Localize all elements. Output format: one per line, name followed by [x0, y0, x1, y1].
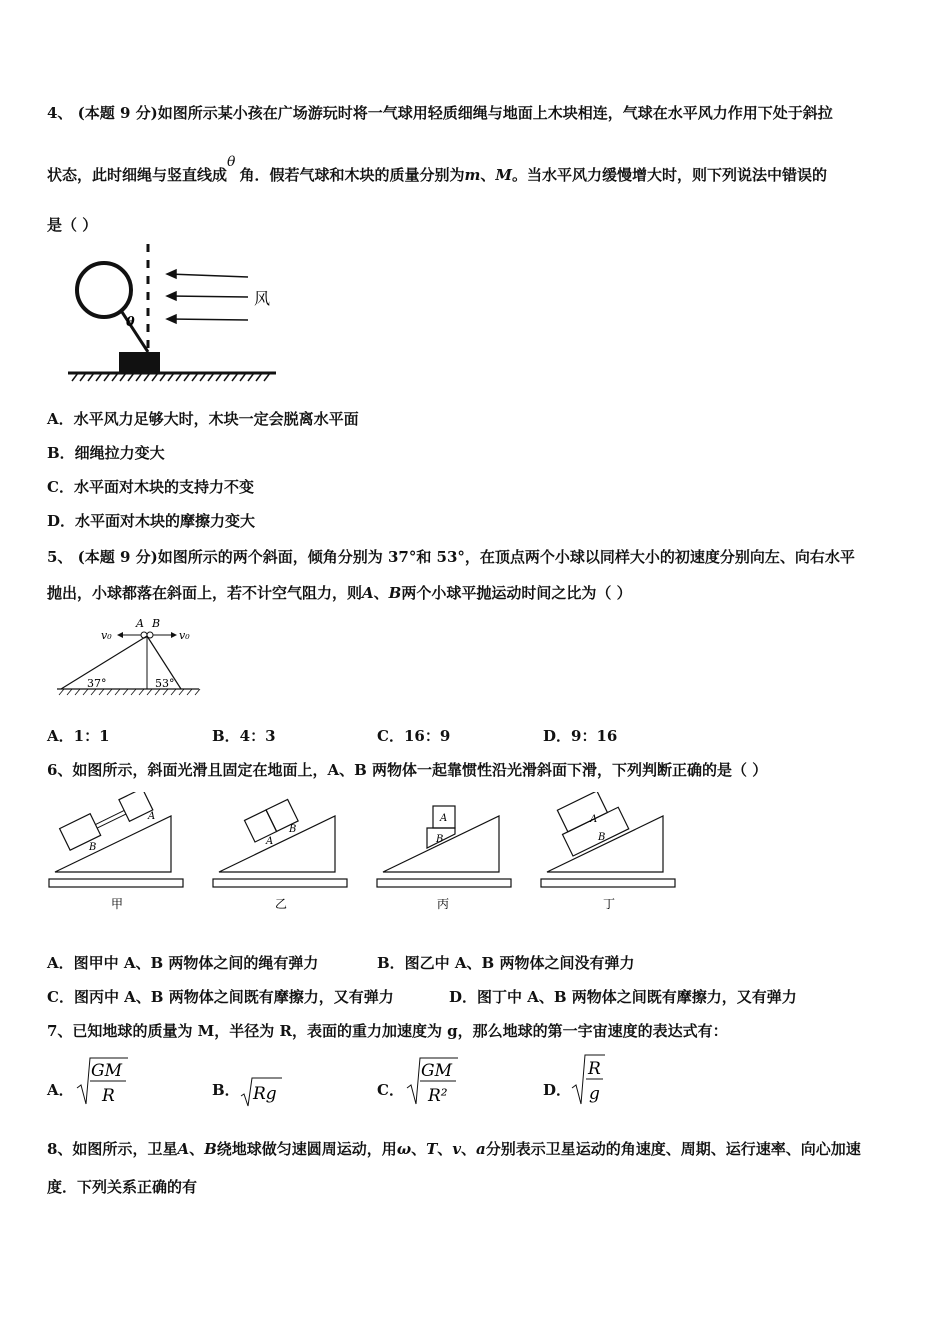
- q5-v0-right: v₀: [179, 629, 190, 642]
- wood-block: [119, 352, 160, 372]
- q8-sep-2: 、: [411, 1140, 427, 1158]
- q4-option-c: C．水平面对木块的支持力不变: [47, 478, 254, 496]
- jia-incline: [55, 816, 171, 872]
- jia-label-a: A: [148, 811, 156, 822]
- q8-T: T: [426, 1140, 438, 1158]
- yi-caption: 乙: [275, 897, 288, 911]
- ding-ground: [541, 879, 675, 887]
- q5-line2-a: 抛出，小球都落在斜面上，若不计空气阻力，则: [47, 584, 363, 602]
- q4-m: m: [464, 166, 481, 184]
- ding-block-a: [557, 792, 607, 832]
- q7-c-den: R²: [428, 1086, 448, 1106]
- q5-line1: 5、 (本题 9 分)如图所示的两个斜面，倾角分别为 37°和 53°，在顶点两个小球以同样大小的初速度分别向左、向右水平: [47, 548, 855, 566]
- q8-sep-3: 、: [437, 1140, 453, 1158]
- bing-label-b: B: [436, 834, 444, 845]
- q7-option-d-label: D．: [543, 1081, 572, 1099]
- q4-option-d: D．水平面对木块的摩擦力变大: [47, 512, 256, 530]
- q6-figure-yi: [211, 792, 351, 917]
- ding-label-b: B: [598, 832, 606, 843]
- q7-a-den: R: [102, 1086, 115, 1106]
- q7-option-c-label: C．: [377, 1081, 404, 1099]
- q5-A: A: [362, 584, 374, 602]
- q8-v: v: [452, 1140, 462, 1158]
- yi-label-a: A: [266, 836, 274, 847]
- q8-line1-c: 分别表示卫星运动的角速度、周期、运行速率、向心加速: [485, 1140, 861, 1158]
- bing-ground: [377, 879, 511, 887]
- q6-line1: 6、如图所示，斜面光滑且固定在地面上，A、B 两物体一起靠惯性沿光滑斜面下滑，下列判断正确的是（ ）: [47, 761, 768, 779]
- q4-line2-c: 。当水平风力缓慢增大时，则下列说法中错误的: [511, 166, 827, 184]
- q5-label-b: B: [152, 617, 161, 630]
- q4-theta: θ: [227, 154, 236, 170]
- q5-option-a: A．1：1: [47, 727, 110, 745]
- q4-M: M: [495, 166, 512, 184]
- jia-caption: 甲: [111, 897, 124, 911]
- q4-sep: 、: [480, 166, 496, 184]
- q7-option-c-expr: [404, 1052, 464, 1108]
- q6-option-d: D．图丁中 A、B 两物体之间既有摩擦力，又有弹力: [449, 988, 797, 1006]
- theta-label: θ: [126, 315, 135, 330]
- balloon-shape: [77, 263, 131, 317]
- q5-figure-inclines: [55, 614, 205, 704]
- q5-line2: [47, 582, 632, 603]
- q6-option-c: C．图丙中 A、B 两物体之间既有摩擦力，又有弹力: [47, 988, 394, 1006]
- q7-option-a-expr: [74, 1052, 134, 1108]
- q7-option-b-expr: [238, 1074, 288, 1108]
- q5-option-d: D．9：16: [543, 727, 618, 745]
- q7-option-a-label: A．: [47, 1081, 74, 1099]
- q5-B: B: [388, 584, 402, 602]
- q4-line3: 是（ ）: [47, 216, 98, 234]
- wind-label: 风: [254, 289, 271, 308]
- q7-d-num: R: [588, 1059, 601, 1079]
- jia-ground: [49, 879, 183, 887]
- arrow-left-head: [117, 632, 123, 638]
- q7-option-b-label: B．: [212, 1081, 240, 1099]
- q7-option-d-expr: [569, 1052, 609, 1108]
- ding-label-a: A: [590, 814, 598, 825]
- q8-line2: 度．下列关系正确的有: [47, 1178, 198, 1196]
- q7-line1: 7、已知地球的质量为 M，半径为 R，表面的重力加速度为 g，那么地球的第一宇宙速度的表达式有：: [47, 1022, 728, 1040]
- q5-angle-53: 53°: [155, 677, 175, 690]
- q8-line1-a: 8、如图所示，卫星: [47, 1140, 178, 1158]
- ball-b: [147, 632, 153, 638]
- arrow-right-head: [171, 632, 177, 638]
- q8-B: B: [204, 1140, 217, 1158]
- q8-A: A: [177, 1140, 190, 1158]
- wind-arrows: [167, 270, 248, 323]
- q6-figure-ding: [539, 792, 679, 917]
- ding-caption: 丁: [603, 897, 616, 911]
- q4-line2-a: 状态，此时细绳与竖直线成: [47, 166, 228, 184]
- bing-label-a: A: [440, 813, 448, 824]
- jia-label-b: B: [89, 842, 97, 853]
- q5-label-a: A: [136, 617, 144, 630]
- q4-figure-balloon: [64, 240, 284, 385]
- yi-label-b: B: [289, 824, 297, 835]
- q4-line2: [47, 154, 827, 185]
- q8-line1-b: 绕地球做匀速圆周运动，用: [216, 1140, 397, 1158]
- q5-ground-hatch: [59, 689, 200, 695]
- q8-sep-4: 、: [461, 1140, 477, 1158]
- yi-ground: [213, 879, 347, 887]
- q5-option-c: C．16：9: [377, 727, 451, 745]
- ball-a: [141, 632, 147, 638]
- q4-option-b: B．细绳拉力变大: [47, 444, 165, 462]
- q5-sep: 、: [373, 584, 389, 602]
- q7-c-num: GM: [421, 1061, 452, 1081]
- yi-incline: [219, 816, 335, 872]
- q8-sep-1: 、: [189, 1140, 205, 1158]
- q6-figure-jia: [47, 792, 187, 917]
- q8-omega: ω: [396, 1140, 412, 1158]
- q4-option-a: A．水平风力足够大时，木块一定会脱离水平面: [47, 410, 359, 428]
- q4-line2-b: 角．假若气球和木块的质量分别为: [239, 166, 465, 184]
- q6-figure-bing: [375, 792, 515, 917]
- q4-line1: 4、 (本题 9 分)如图所示某小孩在广场游玩时将一气球用轻质细绳与地面上木块相连，气球在水平风力作用下处于斜拉: [47, 104, 833, 122]
- q5-angle-37: 37°: [87, 677, 107, 690]
- q7-d-den: g: [589, 1084, 600, 1104]
- q7-a-num: GM: [91, 1061, 122, 1081]
- q6-option-b: B．图乙中 A、B 两物体之间没有弹力: [377, 954, 635, 972]
- q5-option-b: B．4：3: [212, 727, 276, 745]
- q6-option-a: A．图甲中 A、B 两物体之间的绳有弹力: [47, 954, 319, 972]
- q8-line1: [47, 1138, 861, 1159]
- q5-line2-b: 两个小球平抛运动时间之比为（ ）: [401, 584, 632, 602]
- q7-b-expr: Rg: [253, 1084, 277, 1104]
- q5-v0-left: v₀: [101, 629, 112, 642]
- bing-caption: 丙: [437, 897, 450, 911]
- q8-a: a: [476, 1140, 486, 1158]
